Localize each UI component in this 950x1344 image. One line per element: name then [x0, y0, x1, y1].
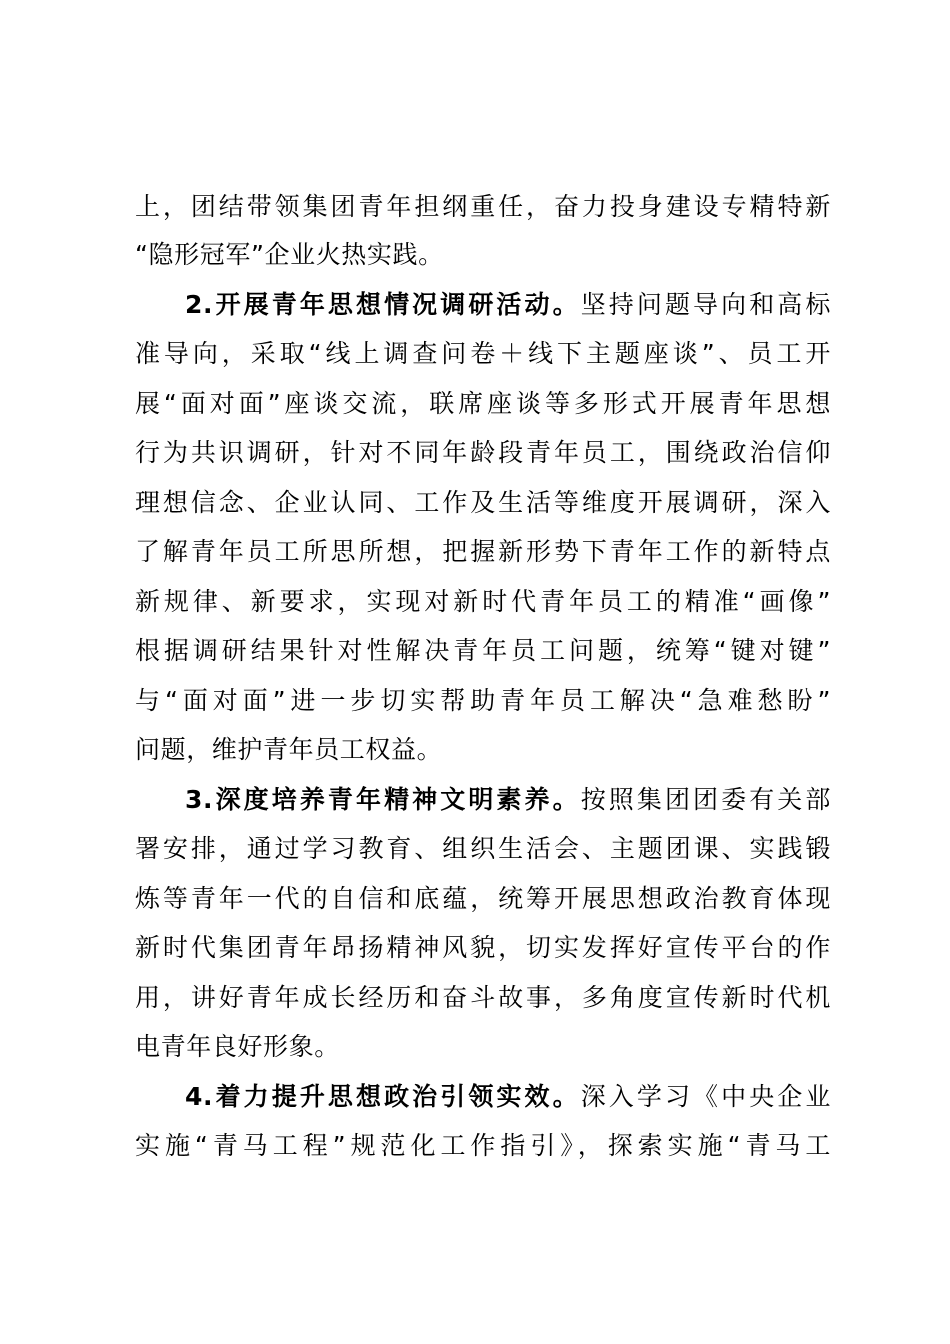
paragraph-line: 了解青年员工所思所想，把握新形势下青年工作的新特点: [135, 537, 831, 566]
item-3-heading: 3.深度培养青年精神文明素养。: [185, 785, 581, 814]
paragraph-line: 新规律、新要求，实现对新时代青年员工的精准“画像”: [135, 587, 831, 616]
paragraph-line: 行为共识调研，针对不同年龄段青年员工，围绕政治信仰: [135, 438, 831, 467]
paragraph-line: 上，团结带领集团青年担纲重任，奋力投身建设专精特新: [135, 192, 831, 221]
paragraph-line: 根据调研结果针对性解决青年员工问题，统筹“键对键”: [135, 636, 831, 665]
item-4-first-line: [185, 1077, 831, 1117]
paragraph-line: 理想信念、企业认同、工作及生活等维度开展调研，深入: [135, 488, 831, 517]
paragraph-line: 新时代集团青年昂扬精神风貌，切实发挥好宣传平台的作: [135, 933, 831, 962]
item-3-text: 按照集团团委有关部: [580, 785, 831, 814]
paragraph-line: 署安排，通过学习教育、组织生活会、主题团课、实践锻: [135, 834, 831, 863]
item-4-text: 深入学习《中央企业: [580, 1082, 831, 1111]
paragraph-line: “隐形冠军”企业火热实践。: [135, 240, 444, 269]
paragraph-line: 用，讲好青年成长经历和奋斗故事，多角度宣传新时代机: [135, 983, 831, 1012]
item-3-first-line: [185, 780, 831, 820]
paragraph-line: 展“面对面”座谈交流，联席座谈等多形式开展青年思想: [135, 389, 831, 418]
item-4-heading: 4.着力提升思想政治引领实效。: [185, 1082, 581, 1111]
item-2-heading: 2.开展青年思想情况调研活动。: [185, 290, 581, 319]
item-2-text: 坚持问题导向和高标: [580, 290, 831, 319]
item-2-first-line: [185, 285, 831, 325]
paragraph-line: 与“面对面”进一步切实帮助青年员工解决“急难愁盼”: [135, 686, 831, 715]
paragraph-line: 准导向，采取“线上调查问卷＋线下主题座谈”、员工开: [135, 339, 831, 368]
paragraph-line: 问题，维护青年员工权益。: [135, 735, 443, 764]
paragraph-line: 实施“青马工程”规范化工作指引》，探索实施“青马工: [135, 1131, 831, 1160]
paragraph-line: 炼等青年一代的自信和底蕴，统筹开展思想政治教育体现: [135, 884, 831, 913]
paragraph-line: 电青年良好形象。: [135, 1032, 340, 1061]
